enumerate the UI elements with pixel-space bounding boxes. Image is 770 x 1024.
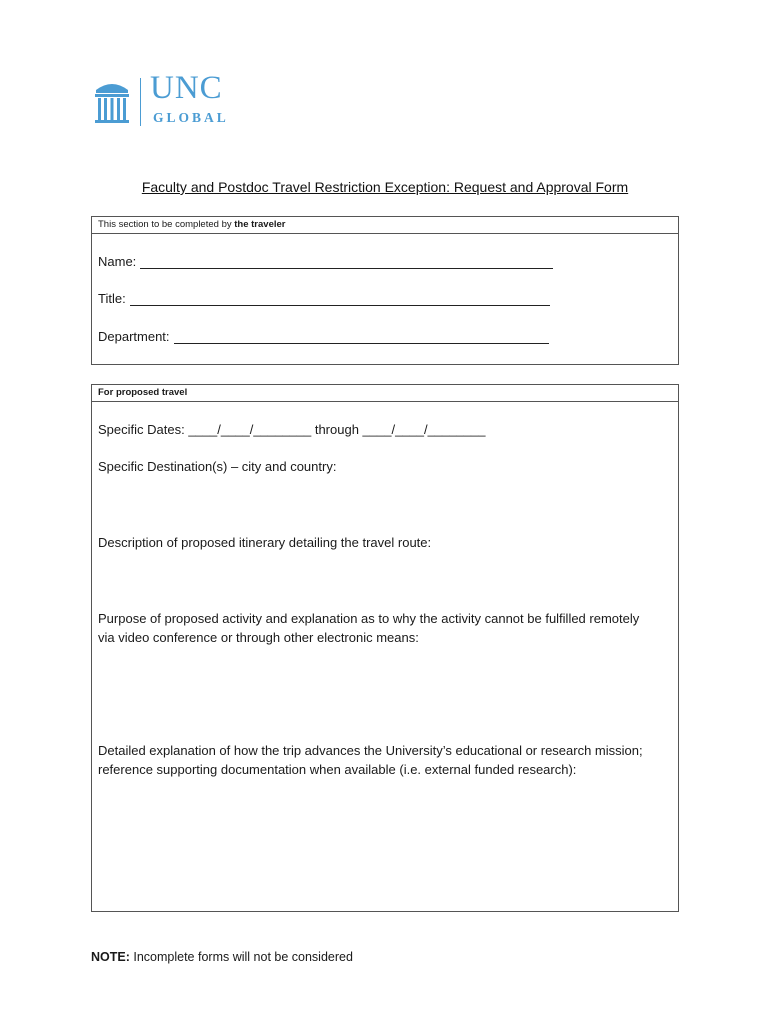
name-input-line[interactable] — [140, 255, 553, 269]
unc-global-logo — [93, 70, 253, 130]
travel-section — [91, 384, 679, 912]
note-bold: NOTE: — [91, 950, 130, 964]
destination-label: Specific Destination(s) – city and country: — [98, 459, 337, 474]
logo-brand: UNC — [150, 70, 223, 106]
traveler-section — [91, 216, 679, 365]
department-label: Department: — [98, 329, 170, 344]
department-input-line[interactable] — [174, 330, 549, 344]
logo-subtitle: GLOBAL — [153, 110, 229, 125]
itinerary-label: Description of proposed itinerary detailing the travel route: — [98, 535, 432, 550]
note — [91, 950, 353, 964]
logo-divider — [140, 78, 141, 126]
note-text: Incomplete forms will not be considered — [129, 950, 353, 964]
purpose-label: Purpose of proposed activity and explanation as to why the activity cannot be fulfilled remotely via video conference or through other electronic means: — [98, 611, 640, 645]
name-label: Name: — [98, 254, 137, 269]
traveler-header-bold: the traveler — [234, 219, 286, 230]
name-field[interactable] — [98, 254, 553, 269]
old-well-icon — [93, 78, 131, 126]
department-field[interactable] — [98, 329, 549, 344]
mission-label: Detailed explanation of how the trip advances the University’s educational or research mission; reference supporting documentation when available (i.e. external funded research): — [98, 743, 643, 777]
travel-section-header: For proposed travel — [92, 385, 678, 402]
title-label: Title: — [98, 291, 126, 306]
traveler-section-header — [92, 217, 678, 234]
specific-dates-field[interactable]: Specific Dates: ____/____/________ through ____/____/________ — [98, 422, 486, 437]
title-field[interactable] — [98, 291, 550, 306]
form-title: Faculty and Postdoc Travel Restriction Exception: Request and Approval Form — [141, 179, 629, 195]
traveler-header-prefix: This section to be completed by — [98, 219, 235, 230]
title-input-line[interactable] — [130, 292, 550, 306]
